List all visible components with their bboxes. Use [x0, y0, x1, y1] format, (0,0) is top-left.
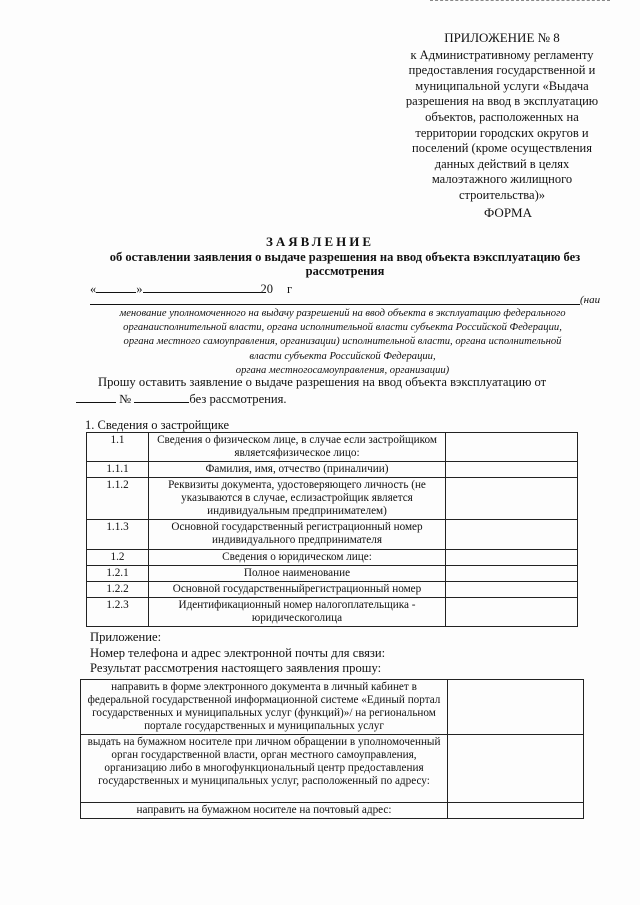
table-row — [87, 550, 578, 566]
request-paragraph — [76, 375, 604, 407]
row-value-field[interactable] — [446, 478, 578, 520]
request-text: Прошу оставить заявление о выдаче разрешения на ввод объекта вэксплуатацию от — [98, 375, 547, 389]
table-row — [87, 462, 578, 478]
authority-name-suffix: (наи — [580, 294, 601, 306]
row-description: Основной государственныйрегистрационный номер — [149, 582, 446, 598]
scan-top-marks — [430, 0, 610, 4]
authority-note-line: власти субъекта Российской Федерации, — [249, 350, 436, 362]
authority-note-line: органа местного самоуправления, организации) исполнительной власти, органа исполнительной — [123, 336, 562, 348]
request-date-field[interactable] — [76, 390, 116, 403]
annex-line: к Административному регламенту — [410, 47, 594, 62]
table-row — [87, 598, 578, 627]
annex-line: разрешения на ввод в эксплуатацию — [405, 94, 599, 109]
row-description: Идентификационный номер налогоплательщика - юридическоголица — [149, 598, 446, 627]
row-number: 1.1.2 — [87, 478, 149, 520]
authority-note — [90, 307, 595, 378]
year-suffix: г — [287, 282, 293, 296]
table-row — [87, 433, 578, 462]
result-option-description: направить в форме электронного документа в личный кабинет в федеральной государственной информационной системе «Единый портал государственных и муниципальных услуг (функций)»/ на региональном портале государственных и муниципальных услуг — [81, 680, 448, 735]
row-description: Реквизиты документа, удостоверяющего личность (не указываются в случае, еслизастройщик является индивидуальным предпринимателем) — [149, 478, 446, 520]
row-number: 1.2.1 — [87, 566, 149, 582]
row-number: 1.1.3 — [87, 520, 149, 550]
result-option-checkbox[interactable] — [448, 735, 584, 803]
developer-table — [86, 432, 578, 627]
annex-line: объектов, расположенных на — [425, 109, 579, 124]
annex-line: малоэтажного жилищного — [431, 172, 573, 187]
row-number: 1.1.1 — [87, 462, 149, 478]
result-label: Результат рассмотрения настоящего заявления прошу: — [90, 661, 382, 675]
row-value-field[interactable] — [446, 520, 578, 550]
request-tail: без рассмотрения. — [189, 392, 287, 406]
row-value-field[interactable] — [446, 433, 578, 462]
date-quote-open: « — [90, 282, 97, 296]
result-option-description: выдать на бумажном носителе при личном обращении в уполномоченный орган государственной власти, орган местного самоуправления, организацию либо в многофункциональный центр предоставления государственных и муниципальных услуг, расположенный по адресу: — [81, 735, 448, 803]
row-value-field[interactable] — [446, 566, 578, 582]
annex-line: данных действий в целях — [434, 156, 570, 171]
year-prefix: 20 — [260, 282, 273, 296]
appendix-label: Приложение: — [90, 630, 162, 644]
result-options-table — [80, 679, 584, 819]
form-label: ФОРМА — [484, 205, 532, 220]
month-field[interactable] — [143, 280, 261, 293]
row-description: Сведения о физическом лице, в случае если застройщиком являетсяфизическое лицо: — [149, 433, 446, 462]
annex-line: предоставления государственной и — [408, 63, 596, 78]
row-number: 1.1 — [87, 433, 149, 462]
contacts-block — [90, 630, 385, 677]
authority-note-line: менование уполномоченного на выдачу разрешений на ввод объекта в эксплуатацию федерального — [119, 308, 566, 319]
row-value-field[interactable] — [446, 550, 578, 566]
date-quote-close: » — [136, 282, 143, 296]
row-description: Фамилия, имя, отчество (приналичии) — [149, 462, 446, 478]
row-number: 1.2.2 — [87, 582, 149, 598]
row-number: 1.2.3 — [87, 598, 149, 627]
table-row — [87, 520, 578, 550]
annex-line: муниципальной услуги «Выдача — [415, 78, 589, 93]
row-value-field[interactable] — [446, 582, 578, 598]
day-field[interactable] — [96, 280, 136, 293]
result-option-description: направить на бумажном носителе на почтовый адрес: — [81, 803, 448, 819]
document-subtitle: об оставлении заявления о выдаче разрешения на ввод объекта вэксплуатацию без рассмотрения — [109, 250, 581, 278]
annex-line: территории городских округов и — [415, 125, 589, 140]
contact-label: Номер телефона и адрес электронной почты для связи: — [90, 645, 386, 660]
document-title: ЗАЯВЛЕНИЕ — [265, 234, 375, 249]
section-developer-title: 1. Сведения о застройщике — [85, 418, 230, 432]
annex-header: ПРИЛОЖЕНИЕ № 8 — [444, 30, 560, 45]
row-description: Полное наименование — [149, 566, 446, 582]
row-value-field[interactable] — [446, 598, 578, 627]
annex-line: строительства)» — [458, 187, 545, 202]
table-row — [87, 478, 578, 520]
request-number-sign: № — [119, 392, 132, 406]
authority-name-field[interactable] — [90, 294, 580, 305]
annex-block — [392, 30, 612, 204]
request-number-field[interactable] — [134, 390, 189, 403]
table-row — [81, 680, 584, 735]
table-row — [81, 803, 584, 819]
authority-note-line: органа местногосамоуправления, организации) — [235, 364, 450, 376]
authority-note-line: органаисполнительной власти, органа исполнительной власти субъекта Российской Федерации, — [123, 322, 562, 334]
result-option-checkbox[interactable] — [448, 680, 584, 735]
result-option-checkbox[interactable] — [448, 803, 584, 819]
table-row — [81, 735, 584, 803]
table-row — [87, 566, 578, 582]
row-description: Сведения о юридическом лице: — [149, 550, 446, 566]
table-row — [87, 582, 578, 598]
row-number: 1.2 — [87, 550, 149, 566]
row-value-field[interactable] — [446, 462, 578, 478]
annex-line: поселений (кроме осуществления — [412, 141, 592, 156]
row-description: Основной государственный регистрационный номер индивидуального предпринимателя — [149, 520, 446, 550]
